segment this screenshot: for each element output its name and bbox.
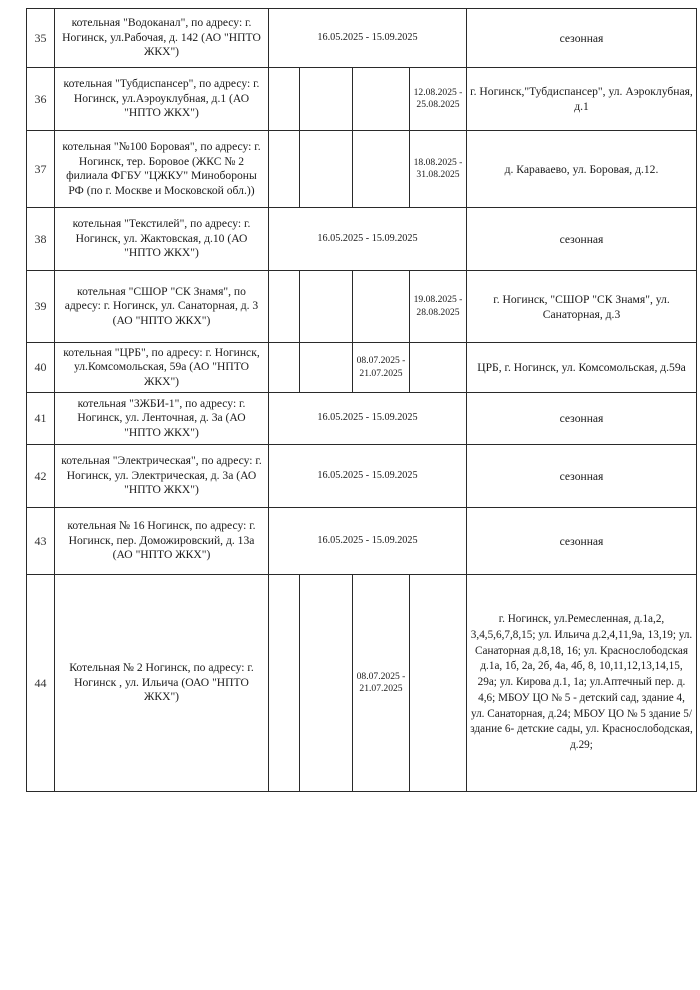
empty-cell <box>353 131 410 208</box>
affected-objects: сезонная <box>467 445 697 508</box>
row-number: 37 <box>27 131 55 208</box>
row-number: 35 <box>27 9 55 68</box>
shutdown-period: 08.07.2025 - 21.07.2025 <box>353 343 410 393</box>
schedule-table-page <box>26 8 697 791</box>
boiler-name: котельная "ЦРБ", по адресу: г. Ногинск, ул.Комсомольская, 59а (АО "НПТО ЖКХ") <box>55 343 269 393</box>
empty-cell <box>300 131 353 208</box>
empty-cell <box>269 575 300 792</box>
shutdown-period: 12.08.2025 - 25.08.2025 <box>410 68 467 131</box>
empty-cell <box>300 575 353 792</box>
affected-objects: г. Ногинск,"Тубдиспансер", ул. Аэроклубная, д.1 <box>467 68 697 131</box>
empty-cell <box>353 68 410 131</box>
outage-schedule-table <box>26 8 697 792</box>
boiler-name: котельная "СШОР "СК Знамя", по адресу: г. Ногинск, ул. Санаторная, д. 3 (АО "НПТО ЖКХ") <box>55 271 269 343</box>
empty-cell <box>269 68 300 131</box>
shutdown-period: 16.05.2025 - 15.09.2025 <box>269 393 467 445</box>
empty-cell <box>410 343 467 393</box>
shutdown-period: 19.08.2025 - 28.08.2025 <box>410 271 467 343</box>
boiler-name: котельная "Водоканал", по адресу: г. Ногинск, ул.Рабочая, д. 142 (АО "НПТО ЖКХ") <box>55 9 269 68</box>
row-number: 43 <box>27 508 55 575</box>
row-number: 39 <box>27 271 55 343</box>
boiler-name: котельная "№100 Боровая", по адресу: г. Ногинск, тер. Боровое (ЖКС № 2 филиала ФГБУ "ЦЖКУ" Минобороны РФ (по г. Москве и Московской обл.)) <box>55 131 269 208</box>
affected-objects: сезонная <box>467 508 697 575</box>
table-row <box>27 575 697 792</box>
empty-cell <box>300 68 353 131</box>
boiler-name: котельная "Тубдиспансер", по адресу: г. Ногинск, ул.Аэроуклубная, д.1 (АО "НПТО ЖКХ") <box>55 68 269 131</box>
boiler-name: котельная "ЗЖБИ-1", по адресу: г. Ногинск, ул. Ленточная, д. 3а (АО "НПТО ЖКХ") <box>55 393 269 445</box>
shutdown-period: 16.05.2025 - 15.09.2025 <box>269 445 467 508</box>
empty-cell <box>269 271 300 343</box>
table-row <box>27 9 697 68</box>
affected-objects: г. Ногинск, ул.Ремесленная, д.1а,2, 3,4,5,6,7,8,15; ул. Ильича д.2,4,11,9а, 13,19; ул. Санаторная д.8,18, 16; ул. Краснослободская д.1а, 1б, 2а, 2б, 4а, 4б, 8, 10,11,12,13,14,15, 29а; ул. Кирова д.1, 1а; ул.Аптечный пер. д. 4,6; МБОУ ЦО № 5 - детский сад, здание 4, ул. Санаторная, д.24; МБОУ ЦО № 5 здание 5/здание 6- детские сады, ул. Краснослободская, д.29; <box>467 575 697 792</box>
shutdown-period: 18.08.2025 - 31.08.2025 <box>410 131 467 208</box>
table-row <box>27 131 697 208</box>
row-number: 38 <box>27 208 55 271</box>
boiler-name: котельная № 16 Ногинск, по адресу: г. Ногинск, пер. Доможировский, д. 13а (АО "НПТО ЖКХ") <box>55 508 269 575</box>
table-row <box>27 68 697 131</box>
table-row <box>27 343 697 393</box>
table-row <box>27 445 697 508</box>
row-number: 42 <box>27 445 55 508</box>
affected-objects: сезонная <box>467 208 697 271</box>
shutdown-period: 16.05.2025 - 15.09.2025 <box>269 9 467 68</box>
empty-cell <box>353 271 410 343</box>
row-number: 40 <box>27 343 55 393</box>
empty-cell <box>300 343 353 393</box>
empty-cell <box>269 131 300 208</box>
affected-objects: сезонная <box>467 9 697 68</box>
affected-objects: д. Караваево, ул. Боровая, д.12. <box>467 131 697 208</box>
affected-objects: ЦРБ, г. Ногинск, ул. Комсомольская, д.59а <box>467 343 697 393</box>
row-number: 36 <box>27 68 55 131</box>
table-row <box>27 208 697 271</box>
affected-objects: сезонная <box>467 393 697 445</box>
table-row <box>27 508 697 575</box>
empty-cell <box>269 343 300 393</box>
row-number: 44 <box>27 575 55 792</box>
table-row <box>27 393 697 445</box>
table-row <box>27 271 697 343</box>
shutdown-period: 08.07.2025 - 21.07.2025 <box>353 575 410 792</box>
shutdown-period: 16.05.2025 - 15.09.2025 <box>269 508 467 575</box>
affected-objects: г. Ногинск, "СШОР "СК Знамя", ул. Санаторная, д.3 <box>467 271 697 343</box>
shutdown-period: 16.05.2025 - 15.09.2025 <box>269 208 467 271</box>
empty-cell <box>300 271 353 343</box>
empty-cell <box>410 575 467 792</box>
row-number: 41 <box>27 393 55 445</box>
boiler-name: котельная "Электрическая", по адресу: г. Ногинск, ул. Электрическая, д. 3а (АО "НПТО ЖКХ") <box>55 445 269 508</box>
boiler-name: Котельная № 2 Ногинск, по адресу: г. Ногинск , ул. Ильича (ОАО "НПТО ЖКХ") <box>55 575 269 792</box>
boiler-name: котельная "Текстилей", по адресу: г. Ногинск, ул. Жактовская, д.10 (АО "НПТО ЖКХ") <box>55 208 269 271</box>
